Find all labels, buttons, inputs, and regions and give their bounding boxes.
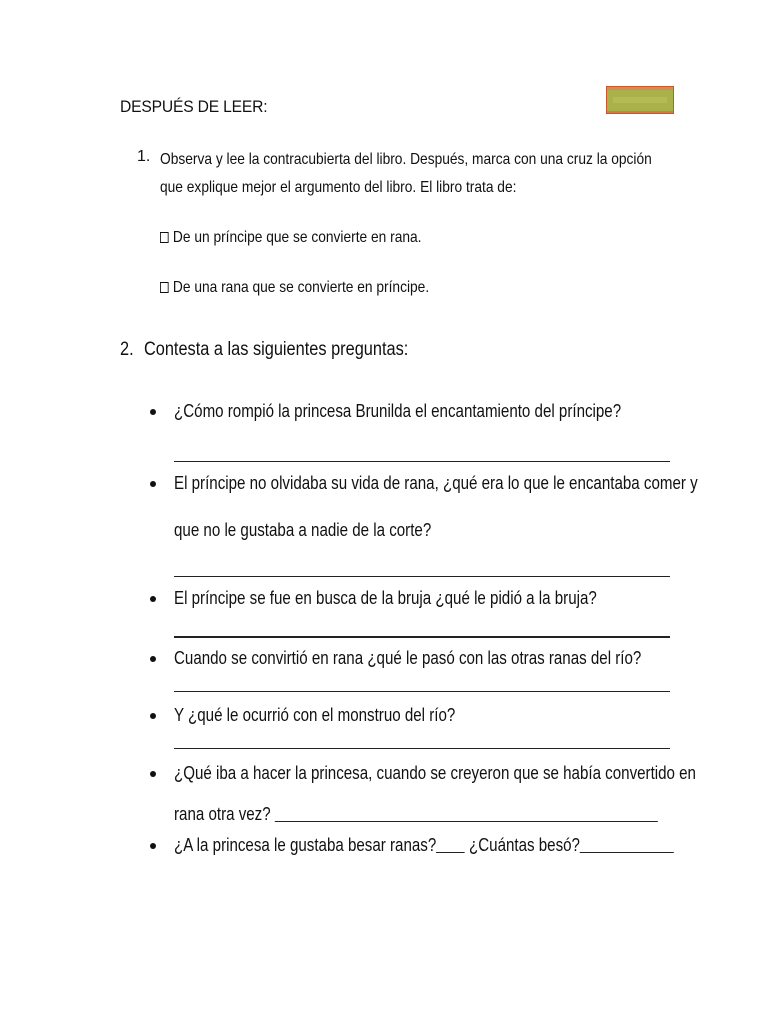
question-g-part-2: ¿Cuántas besó? [469, 835, 580, 855]
answer-line-b[interactable] [174, 576, 670, 577]
book-cover-thumbnail [606, 86, 674, 114]
bullet-icon [150, 656, 156, 662]
answer-line-c[interactable] [174, 636, 670, 638]
thumbnail-band [613, 97, 667, 103]
answer-line-g1[interactable] [436, 836, 465, 853]
bullet-icon [150, 771, 156, 777]
question-b-line-1: El príncipe no olvidaba su vida de rana, ¿qué era lo que le encantaba comer y [174, 473, 698, 493]
option-1[interactable] [160, 229, 422, 247]
answer-line-f[interactable] [275, 805, 658, 822]
answer-line-d[interactable] [174, 691, 670, 692]
question-b-line-2: que no le gustaba a nadie de la corte? [174, 520, 432, 540]
bullet-icon [150, 843, 156, 849]
question-g [174, 826, 674, 865]
question-e: Y ¿qué le ocurrió con el monstruo del río? [174, 705, 456, 725]
question-g-part-1: ¿A la princesa le gustaba besar ranas? [174, 835, 437, 855]
bullet-icon [150, 481, 156, 487]
question-d: Cuando se convirtió en rana ¿qué le pasó con las otras ranas del río? [174, 648, 642, 668]
answer-line-g2[interactable] [580, 836, 674, 853]
option-2[interactable] [160, 279, 429, 297]
question-1-number: 1. [137, 148, 151, 165]
section-title: DESPUÉS DE LEER: [120, 97, 268, 116]
answer-line-e[interactable] [174, 748, 670, 749]
option-2-label: De una rana que se convierte en príncipe. [172, 279, 430, 296]
question-2-number: 2. [120, 339, 134, 360]
bullet-icon [150, 409, 156, 415]
answer-line-a[interactable] [174, 461, 670, 462]
question-a: ¿Cómo rompió la princesa Brunilda el encantamiento del príncipe? [174, 401, 622, 421]
question-c: El príncipe se fue en busca de la bruja ¿qué le pidió a la bruja? [174, 588, 597, 608]
question-2-label: Contesta a las siguientes preguntas: [143, 339, 409, 360]
question-2-title [120, 339, 408, 361]
bullet-icon [150, 713, 156, 719]
question-1-text: Observa y lee la contracubierta del libro. Después, marca con una cruz la opción que explique mejor el argumento del libro. El libro trata de: [160, 151, 652, 196]
checkbox-icon[interactable] [160, 282, 169, 293]
question-f-line-1: ¿Qué iba a hacer la princesa, cuando se creyeron que se había convertido en [174, 763, 696, 783]
bullet-icon [150, 596, 156, 602]
checkbox-icon[interactable] [160, 232, 169, 243]
question-f-label: rana otra vez? [174, 804, 271, 824]
option-1-label: De un príncipe que se convierte en rana. [172, 229, 422, 246]
